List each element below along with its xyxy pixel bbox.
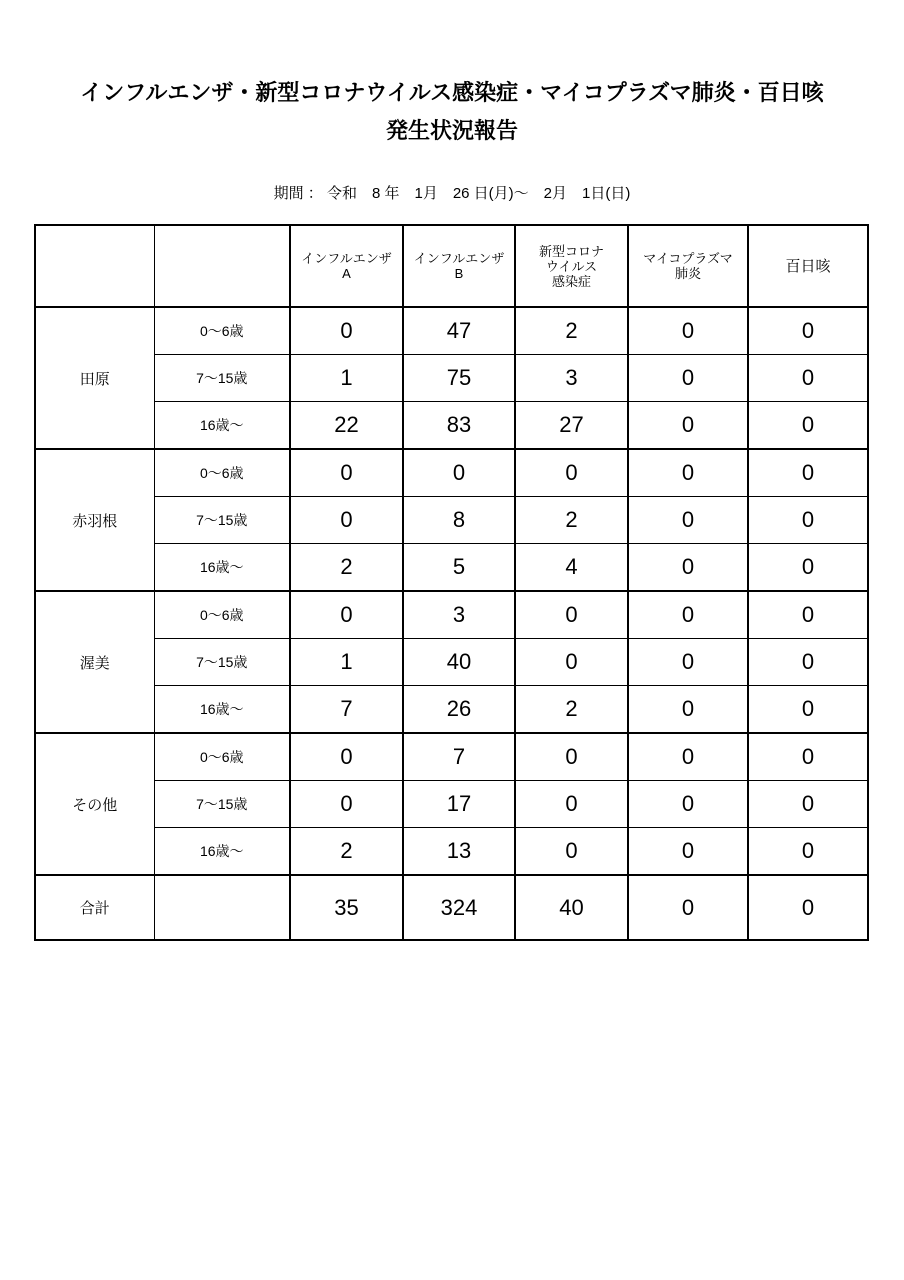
column-header bbox=[35, 225, 154, 307]
column-header: 百日咳 bbox=[748, 225, 868, 307]
count-cell: 0 bbox=[748, 355, 868, 402]
count-cell: 0 bbox=[628, 828, 748, 876]
age-group-label: 16歳～ bbox=[154, 402, 290, 450]
count-cell: 0 bbox=[748, 591, 868, 639]
total-count-cell: 0 bbox=[748, 875, 868, 940]
count-cell: 0 bbox=[290, 497, 403, 544]
count-cell: 0 bbox=[628, 355, 748, 402]
area-label: 赤羽根 bbox=[35, 449, 154, 591]
age-group-label: 7～15歳 bbox=[154, 639, 290, 686]
count-cell: 0 bbox=[628, 591, 748, 639]
age-group-label: 7～15歳 bbox=[154, 781, 290, 828]
count-cell: 7 bbox=[403, 733, 515, 781]
column-header bbox=[154, 225, 290, 307]
count-cell: 0 bbox=[290, 307, 403, 355]
count-cell: 47 bbox=[403, 307, 515, 355]
table-row bbox=[35, 544, 868, 592]
total-count-cell: 0 bbox=[628, 875, 748, 940]
table-row bbox=[35, 591, 868, 639]
count-cell: 0 bbox=[628, 544, 748, 592]
column-header: 新型コロナ ウイルス 感染症 bbox=[515, 225, 628, 307]
report-subtitle: 発生状況報告 bbox=[385, 118, 518, 143]
count-cell: 13 bbox=[403, 828, 515, 876]
table-row bbox=[35, 686, 868, 734]
outbreak-table bbox=[34, 224, 869, 941]
count-cell: 0 bbox=[748, 639, 868, 686]
count-cell: 0 bbox=[290, 591, 403, 639]
count-cell: 0 bbox=[748, 544, 868, 592]
count-cell: 0 bbox=[628, 497, 748, 544]
count-cell: 3 bbox=[515, 355, 628, 402]
count-cell: 0 bbox=[748, 449, 868, 497]
table-row bbox=[35, 828, 868, 876]
count-cell: 0 bbox=[515, 733, 628, 781]
count-cell: 0 bbox=[515, 449, 628, 497]
age-group-label: 16歳～ bbox=[154, 544, 290, 592]
count-cell: 0 bbox=[515, 781, 628, 828]
count-cell: 2 bbox=[515, 307, 628, 355]
table-row bbox=[35, 497, 868, 544]
empty-cell bbox=[154, 875, 290, 940]
count-cell: 0 bbox=[290, 781, 403, 828]
count-cell: 3 bbox=[403, 591, 515, 639]
count-cell: 0 bbox=[628, 733, 748, 781]
count-cell: 0 bbox=[628, 449, 748, 497]
count-cell: 26 bbox=[403, 686, 515, 734]
count-cell: 0 bbox=[748, 402, 868, 450]
total-count-cell: 324 bbox=[403, 875, 515, 940]
table-row bbox=[35, 402, 868, 450]
count-cell: 27 bbox=[515, 402, 628, 450]
count-cell: 2 bbox=[515, 686, 628, 734]
column-header: インフルエンザ B bbox=[403, 225, 515, 307]
age-group-label: 16歳～ bbox=[154, 828, 290, 876]
age-group-label: 0～6歳 bbox=[154, 307, 290, 355]
table-row bbox=[35, 449, 868, 497]
count-cell: 1 bbox=[290, 639, 403, 686]
area-label: 渥美 bbox=[35, 591, 154, 733]
area-label: その他 bbox=[35, 733, 154, 875]
table-row bbox=[35, 307, 868, 355]
total-count-cell: 35 bbox=[290, 875, 403, 940]
column-header: インフルエンザ A bbox=[290, 225, 403, 307]
total-label: 合計 bbox=[35, 875, 154, 940]
age-group-label: 16歳～ bbox=[154, 686, 290, 734]
report-title: インフルエンザ・新型コロナウイルス感染症・マイコプラズマ肺炎・百日咳 bbox=[80, 80, 824, 105]
count-cell: 0 bbox=[628, 307, 748, 355]
count-cell: 0 bbox=[748, 497, 868, 544]
count-cell: 0 bbox=[748, 733, 868, 781]
age-group-label: 7～15歳 bbox=[154, 355, 290, 402]
count-cell: 0 bbox=[628, 402, 748, 450]
age-group-label: 7～15歳 bbox=[154, 497, 290, 544]
count-cell: 0 bbox=[403, 449, 515, 497]
count-cell: 0 bbox=[628, 686, 748, 734]
count-cell: 4 bbox=[515, 544, 628, 592]
count-cell: 0 bbox=[515, 828, 628, 876]
total-count-cell: 40 bbox=[515, 875, 628, 940]
count-cell: 75 bbox=[403, 355, 515, 402]
count-cell: 0 bbox=[515, 591, 628, 639]
table-row bbox=[35, 733, 868, 781]
count-cell: 83 bbox=[403, 402, 515, 450]
count-cell: 7 bbox=[290, 686, 403, 734]
header-row bbox=[35, 225, 868, 307]
table-row bbox=[35, 355, 868, 402]
count-cell: 0 bbox=[748, 307, 868, 355]
count-cell: 0 bbox=[290, 449, 403, 497]
count-cell: 2 bbox=[515, 497, 628, 544]
count-cell: 0 bbox=[628, 639, 748, 686]
count-cell: 2 bbox=[290, 544, 403, 592]
age-group-label: 0～6歳 bbox=[154, 449, 290, 497]
count-cell: 5 bbox=[403, 544, 515, 592]
count-cell: 0 bbox=[748, 781, 868, 828]
count-cell: 0 bbox=[290, 733, 403, 781]
table-row bbox=[35, 639, 868, 686]
count-cell: 1 bbox=[290, 355, 403, 402]
count-cell: 0 bbox=[515, 639, 628, 686]
count-cell: 40 bbox=[403, 639, 515, 686]
count-cell: 0 bbox=[748, 686, 868, 734]
area-label: 田原 bbox=[35, 307, 154, 449]
count-cell: 2 bbox=[290, 828, 403, 876]
column-header: マイコプラズマ 肺炎 bbox=[628, 225, 748, 307]
count-cell: 0 bbox=[628, 781, 748, 828]
count-cell: 0 bbox=[748, 828, 868, 876]
count-cell: 8 bbox=[403, 497, 515, 544]
table-row bbox=[35, 781, 868, 828]
report-period: 期間 ： 令和 8 年 1月 26 日(月)～ 2月 1日(日) bbox=[273, 185, 631, 202]
age-group-label: 0～6歳 bbox=[154, 591, 290, 639]
count-cell: 17 bbox=[403, 781, 515, 828]
total-row bbox=[35, 875, 868, 940]
age-group-label: 0～6歳 bbox=[154, 733, 290, 781]
count-cell: 22 bbox=[290, 402, 403, 450]
